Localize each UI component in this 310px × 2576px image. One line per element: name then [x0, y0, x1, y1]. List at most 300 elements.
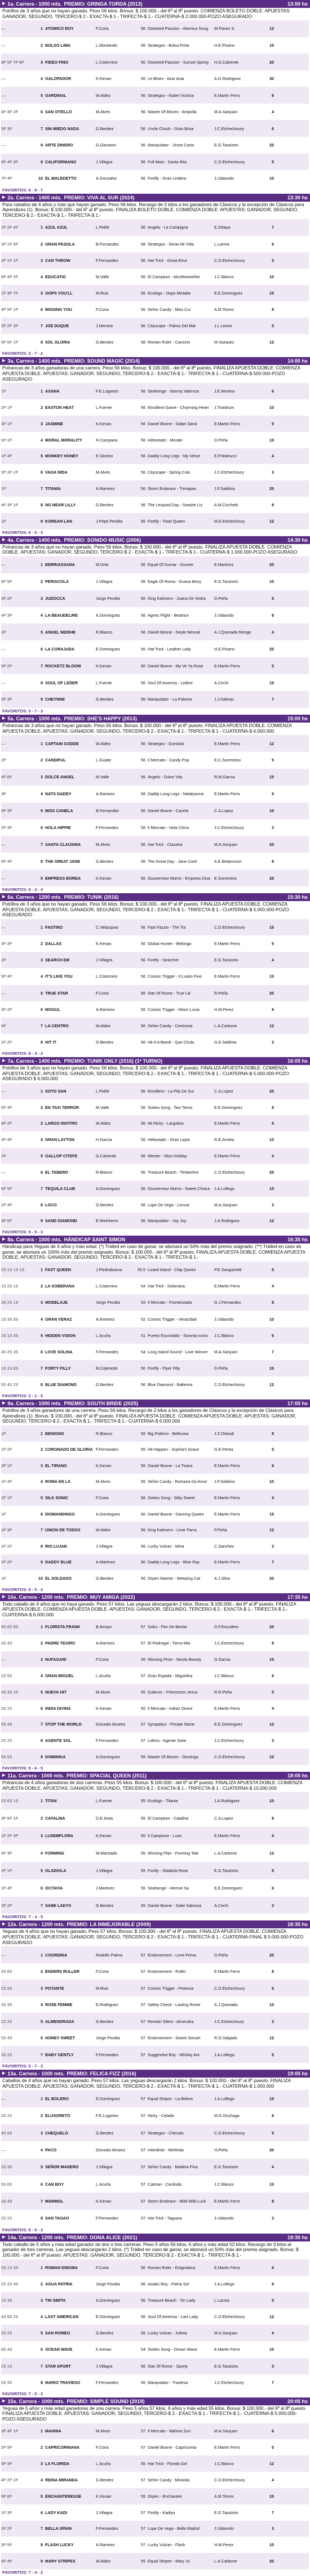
race-number: 14a. Carrera - 1200 mts.	[7, 2234, 65, 2240]
entry-trainer: H.Peña	[214, 2147, 228, 2152]
race-header	[0, 2234, 310, 2241]
entry-trainer: J.C.Blanco	[214, 274, 234, 279]
entry-trainer: J.C.Etchechoury	[214, 825, 244, 830]
entry-trainer: G.E.Perea	[214, 1447, 233, 1452]
entry-horse: NUEVA HIT	[45, 1689, 67, 1695]
entry-jockey: G.Benitez	[96, 340, 114, 345]
entry-trainer: E.G.Tassistro	[214, 2363, 238, 2369]
entries-list	[0, 383, 310, 529]
entry-record: 2P 2P	[1, 2526, 12, 2532]
entry-record: 5P 3P	[1, 1104, 12, 1110]
entry-horse: ARTE DINERO	[45, 142, 73, 148]
entry-pedigree: Lucky Vulcan - Flash	[148, 2542, 185, 2548]
entry-record: 6P 5P	[1, 1186, 12, 1191]
entry-weight: 56	[141, 774, 145, 780]
entry-pedigree: Storm Embrace - Wild Wild Luck	[148, 2198, 206, 2204]
entry-post: 4	[41, 2314, 43, 2320]
entry-jockey: G.Benitez	[96, 1039, 114, 1045]
entry-horse: DOMINIKA	[45, 1754, 66, 1760]
entry-jockey: K.Kenan	[96, 941, 112, 947]
entry-horse: BELLA SPAIN	[45, 2526, 72, 2532]
entry-horse: GARDINAL	[45, 92, 67, 98]
entry-trainer: J.J.Salinas	[214, 697, 234, 702]
entry-record: —	[1, 925, 6, 930]
entry-post: 4	[41, 2002, 43, 2008]
entry-trainer: H.E.Pisano	[214, 43, 234, 48]
entry-horse: MORAL MORALITY	[45, 437, 82, 443]
entry-horse: SIN MIEDO NADA	[45, 126, 79, 131]
entry-odds: 5	[272, 2130, 274, 2136]
entry-odds: 8	[272, 1430, 274, 1436]
entry-post: 6	[41, 1511, 43, 1517]
entry-post: 8	[41, 1738, 43, 1744]
race-header	[0, 536, 310, 544]
entry-horse: FAST QUEEN	[45, 1267, 71, 1273]
entry-odds: 10	[269, 404, 274, 410]
entry-horse: LOVE SOLINA	[45, 1349, 73, 1354]
entry-trainer: A.M.Torres	[214, 307, 234, 313]
entry-pedigree: Manipulator - La Paloma	[148, 697, 192, 702]
entry-horse: MISS CANELA	[45, 808, 73, 814]
entry-jockey: W.Aldez	[96, 1121, 111, 1126]
entry-record: —	[1, 741, 6, 746]
entry-weight: 57	[141, 2164, 145, 2170]
entry-trainer: E.Martin Ferro	[214, 1283, 240, 1289]
entry-post: 7	[41, 1527, 43, 1533]
entry-trainer: J.C.Blanco	[214, 2181, 234, 2187]
entry-post: 5	[41, 290, 43, 296]
entry-pedigree: Orpen - Enchantee	[148, 2493, 182, 2499]
entry-pedigree: Eagle Of Roma - Guava Beny	[148, 579, 202, 585]
entry-weight: 57	[141, 2510, 145, 2515]
entry-pedigree: Nicky - Celada	[148, 2113, 174, 2119]
entry-pedigree: Manipulator - Joy Joy	[148, 1218, 187, 1224]
entry-pedigree: Hat Trick - Taguara	[148, 2216, 182, 2221]
entry-post: 2	[41, 579, 43, 585]
entry-post: 8	[41, 1039, 43, 1045]
entry-trainer: E.Martin Ferro	[214, 2198, 240, 2204]
entry-horse: SOUL OF LEDER	[45, 680, 78, 685]
entry-weight: 56	[141, 421, 145, 426]
entry-jockey: Gonzalo Alvarez	[96, 1722, 126, 1727]
entry-row	[1, 334, 309, 350]
entry-record: 8P 5P 7P 8P	[1, 59, 24, 65]
entry-trainer: J.F.Saldivia	[214, 486, 235, 492]
entry-post: 7	[41, 1186, 43, 1191]
entry-record: 1P	[1, 1575, 6, 1581]
entry-weight: 55	[141, 1850, 145, 1856]
entry-trainer: J.Tisedrum	[214, 404, 234, 410]
entry-post: 1	[41, 1088, 43, 1094]
entry-weight: 56	[141, 663, 145, 668]
entry-odds: 25	[269, 875, 274, 881]
entry-jockey: W.Aldez	[96, 1023, 111, 1028]
entry-jockey: L.Acuña	[96, 1332, 111, 1338]
entry-trainer: A.Cechi	[214, 1902, 229, 1908]
entry-post: 10	[38, 176, 43, 181]
entry-weight: 56	[141, 925, 145, 930]
entry-post: 1	[41, 1952, 43, 1958]
entry-post: 4	[41, 791, 43, 797]
entry-odds: 15	[269, 1657, 274, 1663]
entry-record: 2P 1P	[1, 1868, 12, 1873]
entry-pedigree: Daddy Long Legs - Blue Ray	[148, 1559, 200, 1565]
entry-record: —	[1, 646, 6, 652]
entry-odds: 5	[272, 159, 274, 164]
entry-pedigree: Señor Candy - Madera Fina	[148, 2164, 198, 2170]
entry-row	[1, 1197, 309, 1213]
entry-record: 2S 5S	[1, 1985, 12, 1991]
entry-weight: 56	[141, 1121, 145, 1126]
entry-trainer: E.G.Tassistro	[214, 1868, 238, 1873]
entry-jockey: W.Aldez	[96, 741, 111, 746]
entry-horse: MONKEY HONEY	[45, 453, 78, 459]
entry-jockey: G.Benitez	[96, 1202, 114, 1207]
entry-trainer: A.Cechi	[214, 680, 229, 685]
entry-record: —	[1, 26, 6, 32]
entry-pedigree: Treasure Beach - Timberline	[148, 1169, 199, 1175]
entry-post: 1	[41, 26, 43, 32]
entry-jockey: L.Montando	[96, 43, 117, 48]
entry-post: 2	[41, 2445, 43, 2450]
entry-pedigree: Strategos - Nobel Victoria	[148, 92, 194, 98]
entry-pedigree: Cityscape - Spring Cuki	[148, 470, 191, 475]
entry-pedigree: El Pedregal - Tierra Mia	[148, 1641, 191, 1646]
entry-row	[1, 1651, 309, 1668]
entry-horse: LADY KADI	[45, 2510, 68, 2515]
entry-odds: 5	[272, 421, 274, 426]
entry-weight: 56	[141, 518, 145, 524]
entry-pedigree: Interdinte - Merlinda	[148, 2147, 184, 2152]
entry-trainer: C.D.Etchechoury	[214, 159, 245, 164]
entry-jockey: L.Acuña	[96, 1673, 111, 1678]
entry-jockey: K.Kenan	[96, 2347, 112, 2352]
entry-post: 3	[41, 1657, 43, 1663]
entry-weight: 56	[141, 612, 145, 618]
entry-record: 2S 3S	[1, 2164, 12, 2170]
entry-weight: 57	[141, 2181, 145, 2187]
entry-row	[1, 269, 309, 285]
entry-odds: 15	[269, 1365, 274, 1371]
entry-post: 7	[41, 126, 43, 131]
entry-trainer: E.Martin Ferro	[214, 791, 240, 797]
entry-trainer: E.Zelaya	[214, 225, 231, 230]
entry-trainer: E.Martin Ferro	[214, 941, 240, 947]
entry-record: 3S 2S	[1, 2113, 12, 2119]
entry-record: 2P	[1, 629, 6, 635]
entry-horse: ANGEL NEIDHE	[45, 629, 76, 635]
entry-pedigree: Cosmic Trigger - Moon Lucia	[148, 1006, 200, 1012]
entry-row	[1, 2455, 309, 2472]
entry-jockey: K.Kenan	[96, 2198, 112, 2204]
entry-horse: EL TIRANO	[45, 1463, 67, 1468]
entry-horse: SAN VITELLO	[45, 109, 72, 115]
entry-post: 2	[41, 941, 43, 947]
entry-trainer: A.M.Torres	[214, 2493, 234, 2499]
entry-post: 3	[41, 596, 43, 601]
entry-odds: 4	[272, 453, 274, 459]
entry-record: 6P 5P	[1, 579, 12, 585]
entry-jockey: F.Fernandes	[96, 825, 118, 830]
entry-row	[1, 1344, 309, 1360]
entry-trainer: C.D.Etchechoury	[214, 1382, 245, 1388]
entry-horse: LA CORAJUDA	[45, 646, 75, 652]
entry-jockey: F.Coria	[96, 26, 109, 32]
entry-horse: GRAN MIGUEL	[45, 1673, 74, 1678]
entry-horse: TIN SMITH	[45, 2298, 65, 2303]
race-time: 13:30 hs	[287, 194, 308, 200]
entry-horse: ALMENDRADA	[45, 2018, 74, 2024]
entry-odds: 6	[272, 791, 274, 797]
entry-odds: 6	[272, 2265, 274, 2270]
entry-trainer: J.Udaondo	[214, 2526, 234, 2532]
entry-post: 1	[41, 225, 43, 230]
entry-odds: 5	[272, 1447, 274, 1452]
entry-pedigree: Il Mercato - Hola Chica	[148, 825, 189, 830]
entry-odds: 15	[269, 774, 274, 780]
entry-jockey: E.Rodriguez	[96, 2002, 118, 2008]
entry-weight: 56	[141, 389, 145, 394]
entry-post: 4	[41, 612, 43, 618]
entry-odds: 5	[272, 663, 274, 668]
entry-odds: 7	[272, 2510, 274, 2515]
entry-row	[1, 1522, 309, 1538]
entry-post: 3	[41, 1985, 43, 1991]
entry-jockey: F.Coria	[96, 307, 109, 313]
entry-post: 7	[41, 2526, 43, 2532]
entry-row	[1, 985, 309, 1001]
entry-trainer: E.G.Tassistro	[214, 957, 238, 963]
entry-post: 4	[41, 974, 43, 979]
entry-jockey: J.Villagra	[96, 579, 113, 585]
entry-row	[1, 1294, 309, 1311]
entry-row	[1, 607, 309, 624]
entry-trainer: E.Martin Ferro	[214, 1705, 240, 1711]
entry-weight: 56	[141, 126, 145, 131]
entry-trainer: E.Martin Ferro	[214, 1495, 240, 1501]
entry-post: 3	[41, 421, 43, 426]
entry-trainer: C.D.Etchechoury	[214, 1754, 245, 1760]
entry-horse: SAND DIAMOND	[45, 1218, 77, 1224]
entry-post: 2	[41, 1104, 43, 1110]
entry-pedigree: Gouverneur Morris - Empress Diva	[148, 875, 211, 881]
entry-pedigree: Lucky Vulcan - Mina	[148, 1543, 184, 1549]
entry-trainer: C.D.Etchechoury	[214, 2477, 245, 2483]
entry-trainer: M.A.Sanjuan	[214, 2428, 238, 2434]
race-prize: PREMIO: DONA ALICE (2021)	[67, 2234, 138, 2240]
entry-jockey: A.Dominguez	[96, 612, 121, 618]
entry-record: 3P 2P	[1, 1006, 12, 1012]
entry-weight: 57	[141, 1952, 145, 1958]
entry-jockey: M.Ruiz	[96, 290, 109, 296]
entries-list	[0, 20, 310, 186]
entry-row	[1, 674, 309, 691]
entry-post: 5	[41, 629, 43, 635]
play-icon: ▶	[2, 537, 6, 542]
race-conditions: Potrillos de 3 años que no hayan ganado. Peso 56 kilos. Bonus: $ 100.000.- del 6º al 8º puesto. FINALIZA APUESTA DOBLE. COMIENZA APUESTA DOBLE. APUESTAS: GANADOR, SEGUNDO, TERCERO-$ 2.- EXACTA-$ 1.- TRIFECTA-$ 1.- CUATERNA-$ 5.000.000-POZO ASEGURADO $ 6.000.000	[2, 1065, 289, 1082]
entry-odds: 3	[272, 2018, 274, 2024]
entry-jockey: F.Coria	[96, 2265, 109, 2270]
entry-post: 4	[41, 1479, 43, 1485]
entry-jockey: R.Blanco	[96, 1430, 113, 1436]
entry-row	[1, 2488, 309, 2504]
entry-jockey: J.Martinez	[96, 1885, 115, 1891]
entry-row	[1, 1099, 309, 1116]
race-conditions: Hándicap para Yeguas de 4 años y más edad. (*) Tráiled en caso de ganar, se abonará un 50% más del premio asignado. (**) Tráiled en caso de ganar, se abonará un 100% más del premio asignado. Bonus: $ 100.000.- del 6º al 8º puesto. FINALIZA APUESTA DOBLE. COMIENZA APUESTA DOBLE. APUESTAS: GANADOR, SEGUNDO, TERCERO-$ 2.- EXACTA-$ 1.- TRIFECTA-$ 1.-	[2, 1244, 305, 1260]
entry-odds: 3	[272, 1039, 274, 1045]
entry-record: 6P 3P 2P	[1, 109, 19, 115]
entry-post: 6	[41, 1885, 43, 1891]
race-number: 2a. Carrera - 1400 mts.	[7, 194, 62, 200]
entry-trainer: E.Martin Ferro	[214, 421, 240, 426]
play-icon: ▶	[2, 359, 6, 363]
race-prize: PREMIO: GRINGA TORDA (2013)	[64, 1, 143, 7]
entry-odds: 10	[269, 176, 274, 181]
entry-row	[1, 1862, 309, 1879]
entry-weight: 56	[141, 470, 145, 475]
entry-odds: 4	[272, 1153, 274, 1159]
entry-odds: 15	[269, 2493, 274, 2499]
entry-odds: 20	[269, 562, 274, 568]
entry-record: 4P 3P	[1, 1850, 12, 1856]
entry-record: 2S 2S	[1, 2216, 12, 2221]
entry-post: 8	[41, 2216, 43, 2221]
race-number: 9a. Carrera - 1000 mts.	[7, 1401, 62, 1407]
entry-horse: AGENTE SOL	[45, 1738, 72, 1744]
entry-record: 2S 2S 4S	[1, 2281, 19, 2287]
entry-odds: 5	[272, 2298, 274, 2303]
race-section	[0, 1236, 310, 1400]
entry-jockey: F.Coria	[96, 1495, 109, 1501]
entry-record: —	[1, 76, 6, 82]
entry-horse: ELUSORETO	[45, 2113, 70, 2119]
entry-pedigree: Fortify - Twist Queen	[148, 518, 185, 524]
entry-record: 1P 3P 7P	[1, 290, 19, 296]
entry-post: 8	[41, 502, 43, 507]
entry-horse: JUDOCCA	[45, 596, 65, 601]
entry-weight: 57	[141, 2130, 145, 2136]
entry-record: —	[1, 990, 6, 996]
entry-jockey: G.Benitez	[96, 858, 114, 864]
entry-record: 1S 2S 1S	[1, 1283, 19, 1289]
entry-jockey: Jorge Peralta	[96, 2035, 120, 2041]
entry-pedigree: Daniel Boone - Canela	[148, 808, 189, 814]
entry-trainer: J.C.Etchechoury	[214, 1738, 244, 1744]
entry-pedigree: King Kalimero - Linar Parra	[148, 1527, 197, 1533]
entry-record: 3S 4S	[1, 2198, 12, 2204]
race-header	[0, 1236, 310, 1244]
entry-jockey: G.Benitez	[96, 1902, 114, 1908]
entry-pedigree: Big Pollerro - Bellicosa	[148, 1430, 189, 1436]
entry-pedigree: Il Mercato - Mahina Sun	[148, 2428, 191, 2434]
entry-row	[1, 2030, 309, 2047]
entry-odds: 10	[269, 2347, 274, 2352]
entry-jockey: A.Ramirez	[96, 1006, 115, 1012]
entry-post: 2	[41, 1816, 43, 1821]
entry-pedigree: Cosmic Trigger - Veracidad	[148, 1316, 197, 1322]
entry-weight: 56	[141, 1104, 145, 1110]
entry-row	[1, 2504, 309, 2521]
entry-pedigree: Endorsement - Sweet Sonset	[148, 2035, 201, 2041]
entry-record: 5P 1P	[1, 437, 12, 443]
entry-pedigree: Distorted Passion - Atomica Song	[148, 26, 209, 32]
entry-odds: 4	[272, 2330, 274, 2336]
entry-jockey: A.Ramirez	[96, 486, 115, 492]
entry-weight: 56	[141, 92, 145, 98]
entry-record: 2P 2P	[1, 1039, 12, 1045]
entry-horse: NATS DADDY	[45, 791, 72, 797]
entry-pedigree: Winning Plan - Forming Tale	[148, 1850, 199, 1856]
entry-row	[1, 464, 309, 480]
entry-pedigree: Soul Of America - Ledine	[148, 680, 193, 685]
entry-horse: ROMAN ENIGMA	[45, 2265, 78, 2270]
entry-pedigree: Suggestive Boy - Whisky Ant	[148, 2052, 200, 2057]
entry-horse: LAST AMERICAN	[45, 2314, 79, 2320]
entry-record: 7P 4P	[1, 176, 12, 181]
entry-record: 4P 5P 1P	[1, 307, 19, 313]
race-header	[0, 715, 310, 723]
entry-horse: LUXEMFLORA	[45, 1833, 73, 1838]
entry-record: —	[1, 142, 6, 148]
entry-odds: 10	[269, 1798, 274, 1804]
entry-row	[1, 1001, 309, 1018]
entry-odds: 8	[272, 1816, 274, 1821]
entry-post: 4	[41, 437, 43, 443]
entry-odds: 10	[269, 1316, 274, 1322]
entry-horse: EL SOLDADO	[45, 1575, 72, 1581]
entry-trainer: J.Udaondo	[214, 612, 234, 618]
entry-trainer: J.Udaondo	[214, 2216, 234, 2221]
entry-row	[1, 497, 309, 513]
entry-weight: 56	[141, 453, 145, 459]
race-favorites: FAVORITOS: 8 - 3 - 2	[2, 1051, 43, 1057]
entry-jockey: F.E.Lugones	[96, 2113, 118, 2119]
entry-odds: 12	[269, 1382, 274, 1388]
entry-pedigree: Hat Trick - Soberana	[148, 1283, 185, 1289]
entry-post: 5	[41, 2164, 43, 2170]
entry-trainer: C.D.Etchechoury	[214, 1985, 245, 1991]
entry-pedigree: Fast Fazzio - The Tia	[148, 925, 186, 930]
entry-weight: 56	[141, 1495, 145, 1501]
entry-record: 3P 5P	[1, 2542, 12, 2548]
race-prize: PREMIO: SPACIAL QUEEN (2011)	[66, 1772, 147, 1779]
entry-trainer: E.E.Dominguez	[214, 1885, 242, 1891]
entry-post: 1	[41, 2265, 43, 2270]
entry-post: 7	[41, 486, 43, 492]
entry-pedigree: Señor Candy - Romana Da Amor	[148, 1479, 207, 1485]
entry-horse: EL MALEDETTO	[45, 176, 77, 181]
entry-pedigree: The Great Day - Jane Cash	[148, 858, 197, 864]
entry-weight: 57	[141, 1624, 145, 1630]
entries-list	[0, 735, 310, 886]
entry-record: 1P 2P	[1, 1447, 12, 1452]
entry-horse: FIDEO FINO	[45, 59, 69, 65]
entry-jockey: L.Fuente	[96, 680, 112, 685]
entry-horse: CAPRICORNIANA	[45, 2445, 80, 2450]
entry-jockey: L.Fuente	[96, 404, 112, 410]
race-conditions: Potrillos de 3 años que no hayan ganado. Peso 56 kilos. Bonus: $ 100.000.- del 6º al 8º puesto. COMIENZA BOLETO DOBLE. APUESTAS: GANADOR, SEGUNDO, TERCERO-$ 2.- EXACTA-$ 1.- TRIFECTA-$ 1.- CUATERNA-$ 2.000.000-POZO ASEGURADO	[2, 8, 291, 19]
entry-post: 5	[41, 1868, 43, 1873]
entry-row	[1, 1180, 309, 1197]
entry-jockey: A.Dominguez	[96, 2298, 121, 2303]
entry-jockey: F.Fernandes	[96, 257, 118, 263]
entry-weight: 56	[141, 290, 145, 296]
entry-pedigree: Angelo - Dolce Vita	[148, 774, 183, 780]
entry-record: 3S 2S 1S	[1, 1300, 19, 1305]
entry-odds: 5	[272, 941, 274, 947]
entry-odds: 20	[269, 59, 274, 65]
entry-pedigree: Lope De Vega - Locura	[148, 1202, 189, 1207]
